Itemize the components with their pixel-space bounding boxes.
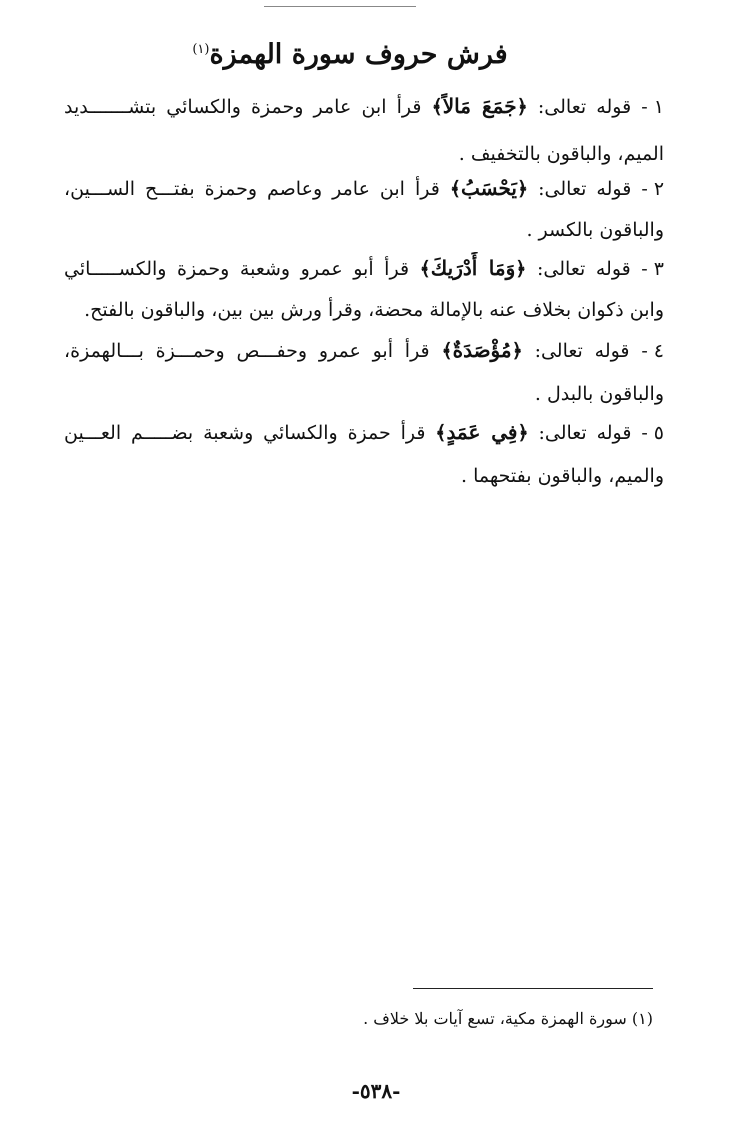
entry-3-quran-word: وَمَا أَدْرَيكَ: [430, 256, 516, 280]
entry-1-open-bracket: ﴿: [516, 96, 528, 118]
footnote-rule: [413, 988, 653, 989]
entry-4-number: ٤ -: [641, 340, 664, 362]
entry-1-lead: قوله تعالى:: [537, 96, 632, 118]
title-text: فرش حروف سورة الهمزة: [209, 39, 508, 70]
entry-4-open-bracket: ﴿: [511, 340, 523, 362]
entry-1-quran-word: جَمَعَ مَالاً: [442, 94, 517, 118]
page-title: [0, 30, 700, 75]
entry-2-line-1: [64, 172, 664, 205]
entry-1-close-bracket: ﴾: [431, 96, 443, 118]
entry-2-close-bracket: ﴾: [449, 178, 461, 200]
entry-5-number: ٥ -: [641, 422, 664, 444]
entry-5-open-bracket: ﴿: [517, 422, 529, 444]
entry-5-text: قرأ حمزة والكسائي وشعبة بضـــــم العـــين: [64, 422, 426, 444]
entry-2-number: ٢ -: [641, 178, 664, 200]
footnote: [93, 1004, 653, 1034]
entry-5-close-bracket: ﴾: [435, 422, 447, 444]
entry-3-close-bracket: ﴾: [419, 258, 431, 280]
entry-3-open-bracket: ﴿: [515, 258, 527, 280]
entry-5-line-2: والميم، والباقون بفتحهما .: [461, 465, 664, 487]
entry-1-line-1: [64, 90, 664, 123]
footnote-ref: (١): [631, 1009, 653, 1028]
title-footnote-ref: (١): [192, 42, 210, 57]
entry-4-text: قرأ أبو عمرو وحفـــص وحمـــزة بـــالهمزة،: [64, 340, 430, 362]
entry-1-line-2: الميم، والباقون بالتخفيف .: [458, 143, 664, 165]
entry-3-lead: قوله تعالى:: [537, 258, 631, 280]
entry-4-line-1: [64, 334, 664, 367]
page-number: -٥٣٨-: [351, 1079, 401, 1103]
entry-5-lead: قوله تعالى:: [538, 422, 632, 444]
entry-5-quran-word: فِي عَمَدٍ: [446, 420, 518, 444]
entry-4-line-2: والباقون بالبدل .: [534, 383, 664, 405]
entry-4-quran-word: مُؤْصَدَةٌ: [452, 338, 512, 362]
entry-4-lead: قوله تعالى:: [534, 340, 630, 362]
entry-3-line-2: وابن ذكوان بخلاف عنه بالإمالة محضة، وقرأ ورش بين بين، والباقون بالفتح.: [84, 299, 664, 321]
entry-3-number: ٣ -: [641, 258, 664, 280]
footnote-text: سورة الهمزة مكية، تسع آيات بلا خلاف .: [363, 1009, 627, 1028]
entry-2-text: قرأ ابن عامر وعاصم وحمزة بفتـــح الســـين،: [64, 178, 440, 200]
entry-1-number: ١ -: [641, 96, 664, 118]
entry-2-open-bracket: ﴿: [516, 178, 529, 200]
entry-3-text: قرأ أبو عمرو وشعبة وحمزة والكســـــائي: [64, 258, 410, 280]
entry-2-lead: قوله تعالى:: [538, 178, 632, 200]
entry-3-line-1: [64, 252, 664, 285]
entry-2-quran-word: يَحْسَبُ: [461, 176, 517, 200]
entry-4-close-bracket: ﴾: [441, 340, 453, 362]
entry-2-line-2: والباقون بالكسر .: [526, 219, 664, 241]
entry-5-line-1: [64, 416, 664, 449]
entry-1-text: قرأ ابن عامر وحمزة والكسائي بتشـــــــديد: [64, 96, 422, 118]
